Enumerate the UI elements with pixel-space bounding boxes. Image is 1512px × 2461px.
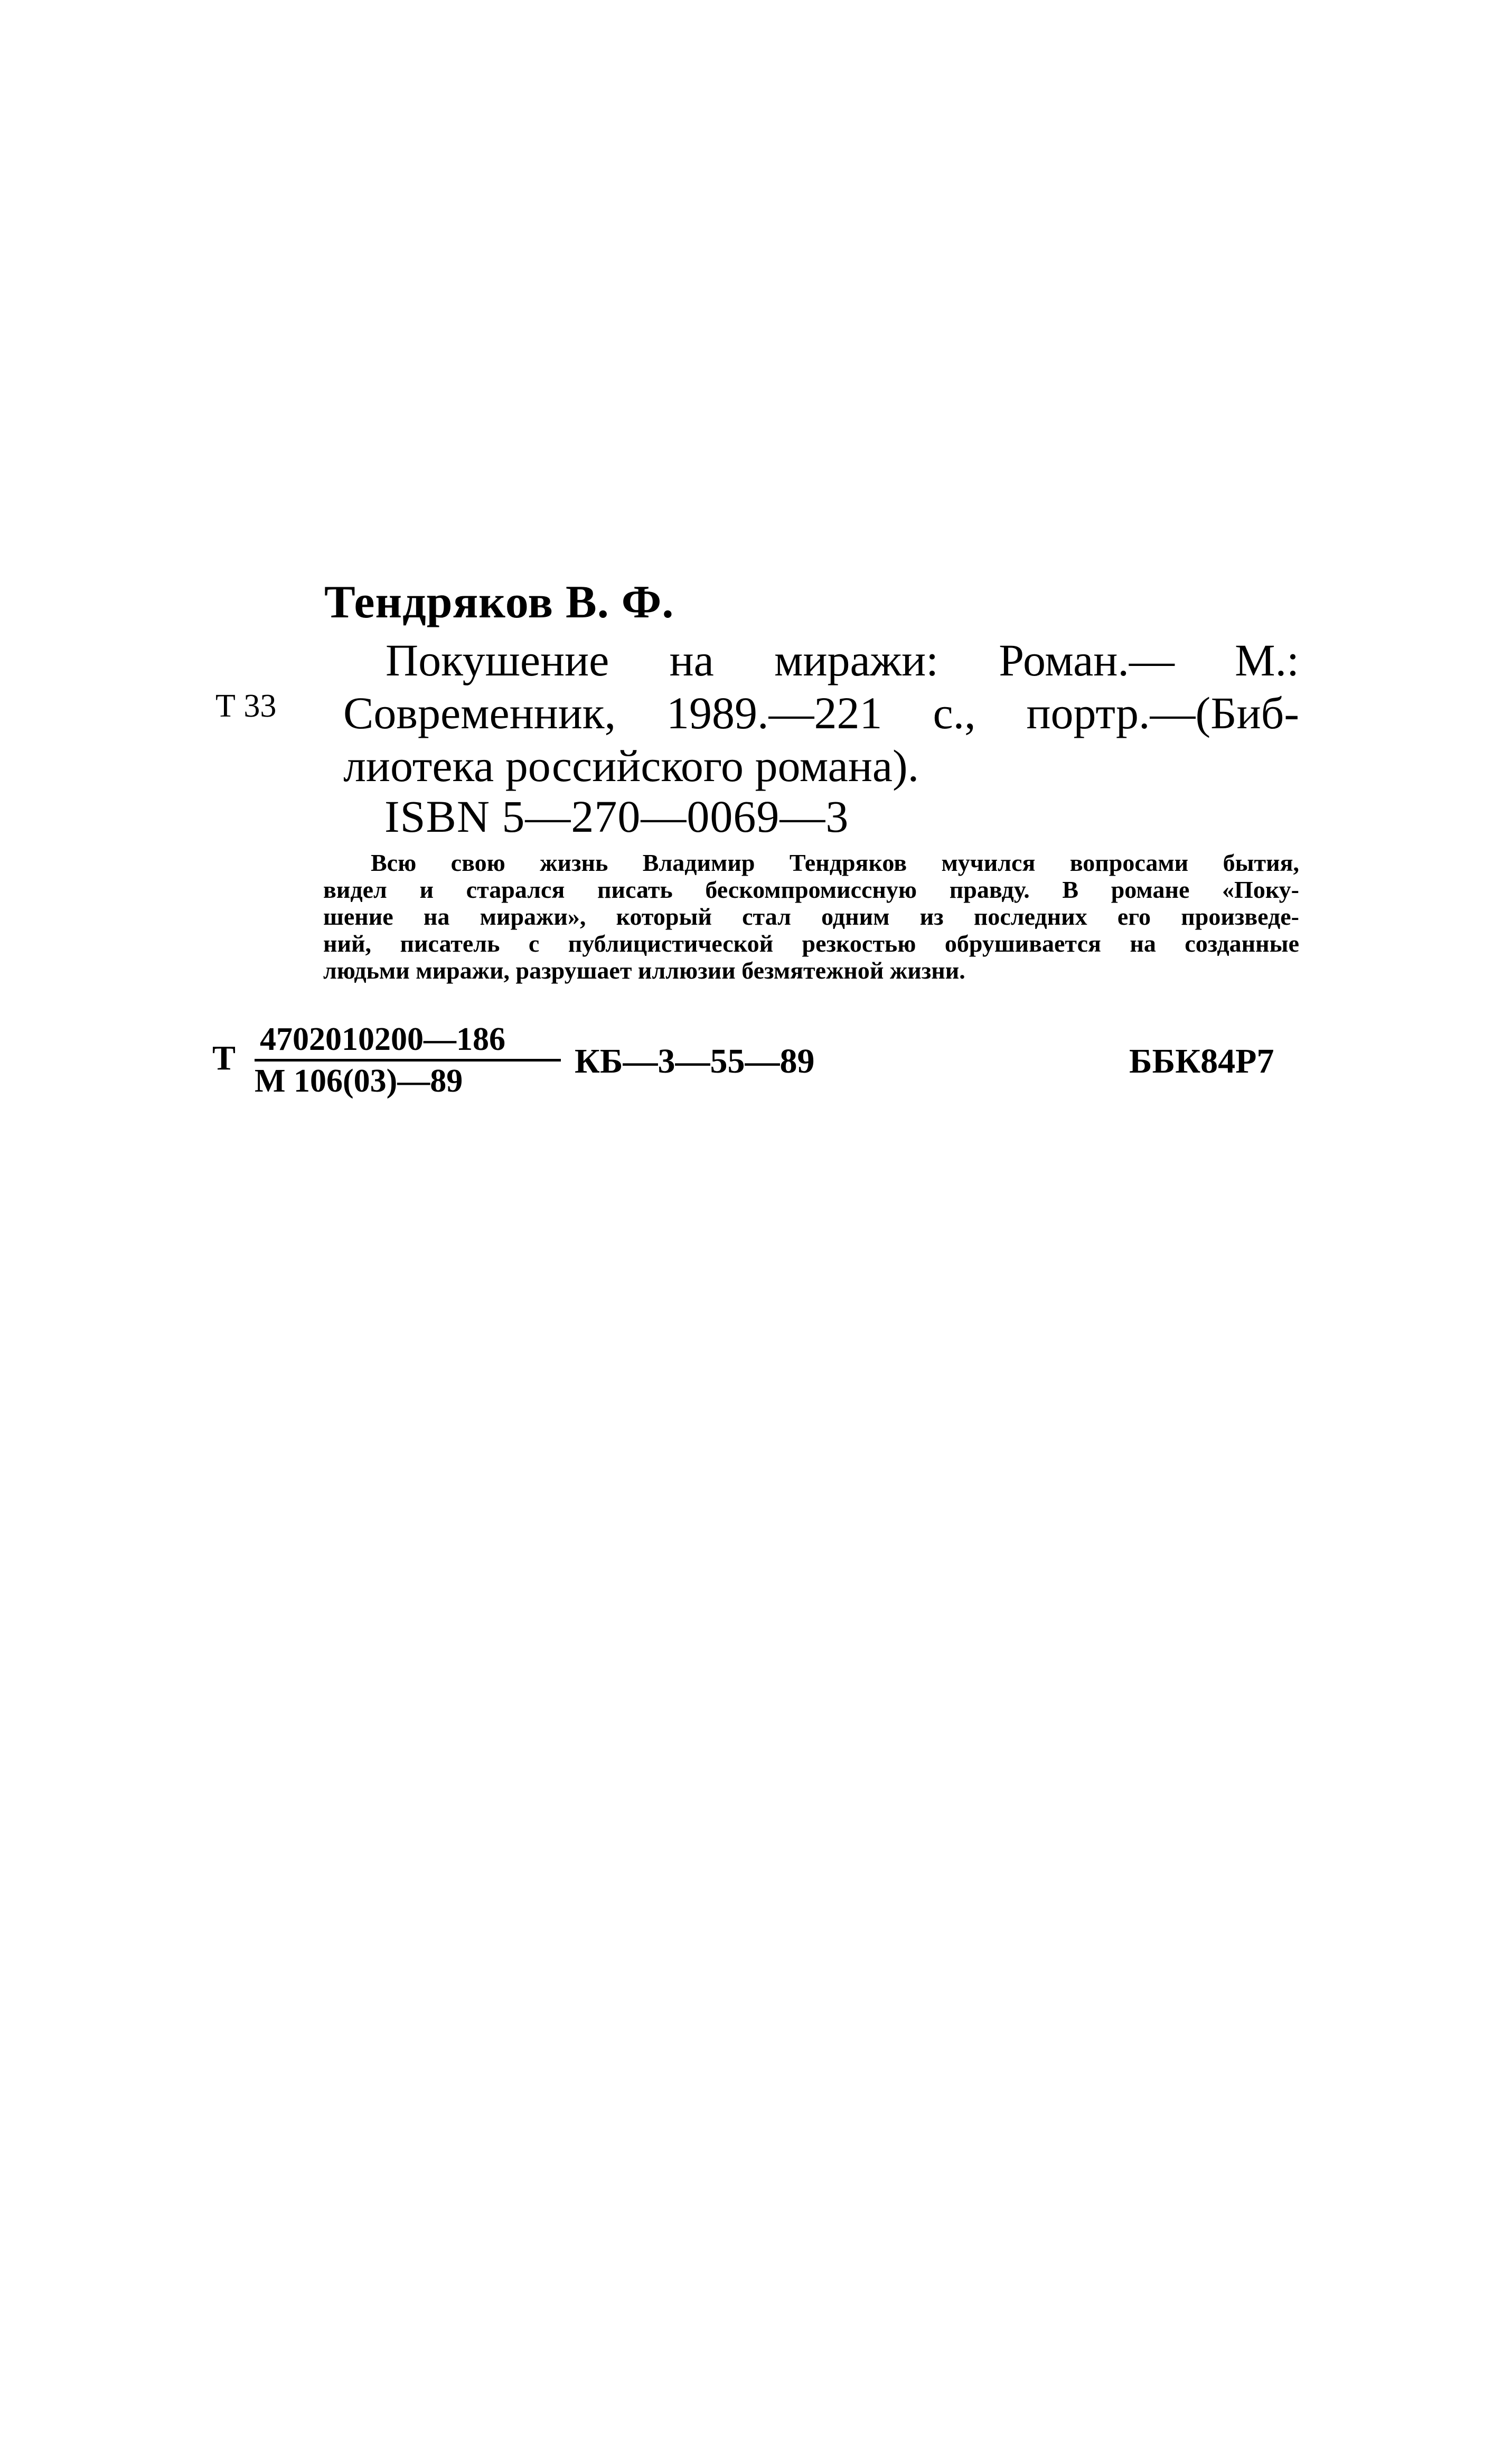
annotation-line: шение на миражи», который стал одним из последних его произведе- xyxy=(323,903,1299,930)
index-denominator: М 106(03)—89 xyxy=(255,1063,463,1099)
annotation-line: Всю свою жизнь Владимир Тендряков мучился вопросами бытия, xyxy=(371,849,1299,876)
bbk-code: ББК84Р7 xyxy=(1129,1042,1274,1081)
author-heading: Тендряков В. Ф. xyxy=(324,577,674,628)
annotation-line: видел и старался писать бескомпромиссную правду. В романе «Поку- xyxy=(323,876,1299,903)
entry-line-series: лиотека российского романа). xyxy=(343,740,919,791)
bibliographic-entry xyxy=(343,634,1299,792)
index-letter: Т xyxy=(212,1039,236,1077)
annotation-line: ний, писатель с публицистической резкостью обрушивается на созданные xyxy=(323,930,1299,957)
index-numerator: 4702010200—186 xyxy=(260,1021,505,1057)
entry-line-publisher: Современник, 1989.—221 с., портр.—(Биб- xyxy=(343,688,1299,738)
isbn: ISBN 5—270—0069—3 xyxy=(384,791,849,842)
annotation-line: людьми миражи, разрушает иллюзии безмятежной жизни. xyxy=(323,957,965,984)
kb-code: КБ—3—55—89 xyxy=(575,1042,815,1081)
classification-code: Т 33 xyxy=(215,688,277,724)
fraction-bar xyxy=(255,1059,561,1062)
entry-line-title: Покушение на миражи: Роман.— М.: xyxy=(386,635,1299,685)
annotation xyxy=(323,849,1299,984)
index-fraction xyxy=(255,1022,561,1098)
